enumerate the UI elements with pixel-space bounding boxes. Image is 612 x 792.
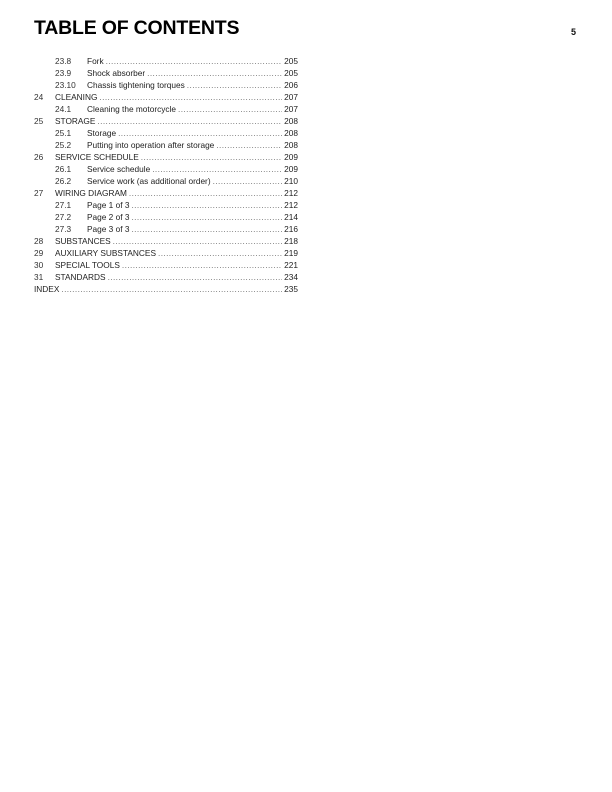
dot-leader xyxy=(131,199,282,211)
toc-entry[interactable] xyxy=(34,235,298,247)
toc-entry[interactable] xyxy=(34,127,298,139)
toc-entry-page: 208 xyxy=(284,140,298,150)
toc-entry-page: 205 xyxy=(284,56,298,66)
toc-entry[interactable] xyxy=(34,115,298,127)
dot-leader xyxy=(131,211,282,223)
toc-entry-page: 206 xyxy=(284,80,298,90)
toc-entry-page: 214 xyxy=(284,212,298,222)
dot-leader xyxy=(113,235,283,247)
toc-entry[interactable] xyxy=(34,211,298,223)
dot-leader xyxy=(131,223,282,235)
toc-entry-label: Page 2 of 3 xyxy=(87,212,130,222)
toc-entry-number: 24.1 xyxy=(55,104,72,114)
toc-entry-index[interactable] xyxy=(34,283,298,295)
toc-entry-label: SPECIAL TOOLS xyxy=(55,260,120,270)
toc-entry-label: STORAGE xyxy=(55,116,96,126)
toc-entry-label: Page 3 of 3 xyxy=(87,224,130,234)
toc-entry[interactable] xyxy=(34,247,298,259)
toc-entry-number: 26 xyxy=(34,152,44,162)
toc-entry-page: 235 xyxy=(284,284,298,294)
toc-entry-label: Storage xyxy=(87,128,117,138)
toc-entry-label: INDEX xyxy=(34,284,60,294)
dot-leader xyxy=(216,139,282,151)
toc-entry-label: SUBSTANCES xyxy=(55,236,111,246)
dot-leader xyxy=(122,259,282,271)
toc-entry-number: 25 xyxy=(34,116,44,126)
dot-leader xyxy=(141,151,282,163)
dot-leader xyxy=(213,175,283,187)
toc-entry-label: STANDARDS xyxy=(55,272,106,282)
toc-entry-number: 25.1 xyxy=(55,128,72,138)
toc-entry-label: SERVICE SCHEDULE xyxy=(55,152,139,162)
toc-entry-page: 216 xyxy=(284,224,298,234)
toc-entry-label: Cleaning the motorcycle xyxy=(87,104,177,114)
toc-entry-page: 219 xyxy=(284,248,298,258)
toc-entry-number: 27.2 xyxy=(55,212,72,222)
toc-entry-label: AUXILIARY SUBSTANCES xyxy=(55,248,156,258)
toc-entry[interactable] xyxy=(34,55,298,67)
page-title: TABLE OF CONTENTS xyxy=(34,17,240,39)
toc-entry-page: 212 xyxy=(284,200,298,210)
toc-entry[interactable] xyxy=(34,187,298,199)
toc-entry[interactable] xyxy=(34,223,298,235)
toc-entry[interactable] xyxy=(34,175,298,187)
dot-leader xyxy=(129,187,282,199)
toc-entry[interactable] xyxy=(34,103,298,115)
page-number: 5 xyxy=(571,27,577,37)
toc-entry-label: Fork xyxy=(87,56,104,66)
toc-entry-number: 26.1 xyxy=(55,164,72,174)
toc-entry[interactable] xyxy=(34,271,298,283)
toc-entry[interactable] xyxy=(34,163,298,175)
toc-entry-page: 212 xyxy=(284,188,298,198)
toc-entry-number: 27.1 xyxy=(55,200,72,210)
dot-leader xyxy=(97,115,282,127)
toc-entry-number: 23.8 xyxy=(55,56,72,66)
dot-leader xyxy=(152,163,282,175)
dot-leader xyxy=(118,127,282,139)
toc-entry-number: 27 xyxy=(34,188,44,198)
toc-entry-page: 210 xyxy=(284,176,298,186)
toc-entry-page: 208 xyxy=(284,128,298,138)
toc-entry-page: 234 xyxy=(284,272,298,282)
toc-entry-number: 30 xyxy=(34,260,44,270)
toc-entry-number: 29 xyxy=(34,248,44,258)
toc-entry-number: 31 xyxy=(34,272,44,282)
toc-entry[interactable] xyxy=(34,91,298,103)
toc-entry-number: 24 xyxy=(34,92,44,102)
toc-entry-label: Chassis tightening torques xyxy=(87,80,185,90)
toc-entry-page: 209 xyxy=(284,152,298,162)
toc-entry[interactable] xyxy=(34,139,298,151)
toc-entry-label: Shock absorber xyxy=(87,68,146,78)
toc-entry[interactable] xyxy=(34,259,298,271)
toc-entry[interactable] xyxy=(34,199,298,211)
toc-entry-label: Putting into operation after storage xyxy=(87,140,215,150)
toc-entry-label: CLEANING xyxy=(55,92,98,102)
dot-leader xyxy=(108,271,283,283)
toc-entry[interactable] xyxy=(34,151,298,163)
toc-entry-number: 28 xyxy=(34,236,44,246)
dot-leader xyxy=(106,55,283,67)
toc-entry-label: Page 1 of 3 xyxy=(87,200,130,210)
toc-entry-page: 207 xyxy=(284,92,298,102)
dot-leader xyxy=(178,103,282,115)
toc-entry-page: 218 xyxy=(284,236,298,246)
toc-entry-page: 209 xyxy=(284,164,298,174)
toc-entry-number: 23.9 xyxy=(55,68,72,78)
dot-leader xyxy=(187,79,282,91)
table-of-contents xyxy=(34,55,298,295)
dot-leader xyxy=(158,247,282,259)
toc-entry-page: 221 xyxy=(284,260,298,270)
toc-entry-number: 26.2 xyxy=(55,176,72,186)
toc-entry-label: Service work (as additional order) xyxy=(87,176,211,186)
toc-entry-label: Service schedule xyxy=(87,164,151,174)
toc-entry[interactable] xyxy=(34,79,298,91)
toc-entry-page: 207 xyxy=(284,104,298,114)
toc-entry-number: 23.10 xyxy=(55,80,76,90)
dot-leader xyxy=(147,67,282,79)
toc-entry-number: 25.2 xyxy=(55,140,72,150)
toc-entry-number: 27.3 xyxy=(55,224,72,234)
toc-entry-label: WIRING DIAGRAM xyxy=(55,188,127,198)
toc-entry-page: 205 xyxy=(284,68,298,78)
toc-entry[interactable] xyxy=(34,67,298,79)
toc-entry-page: 208 xyxy=(284,116,298,126)
dot-leader xyxy=(99,91,282,103)
dot-leader xyxy=(61,283,282,295)
